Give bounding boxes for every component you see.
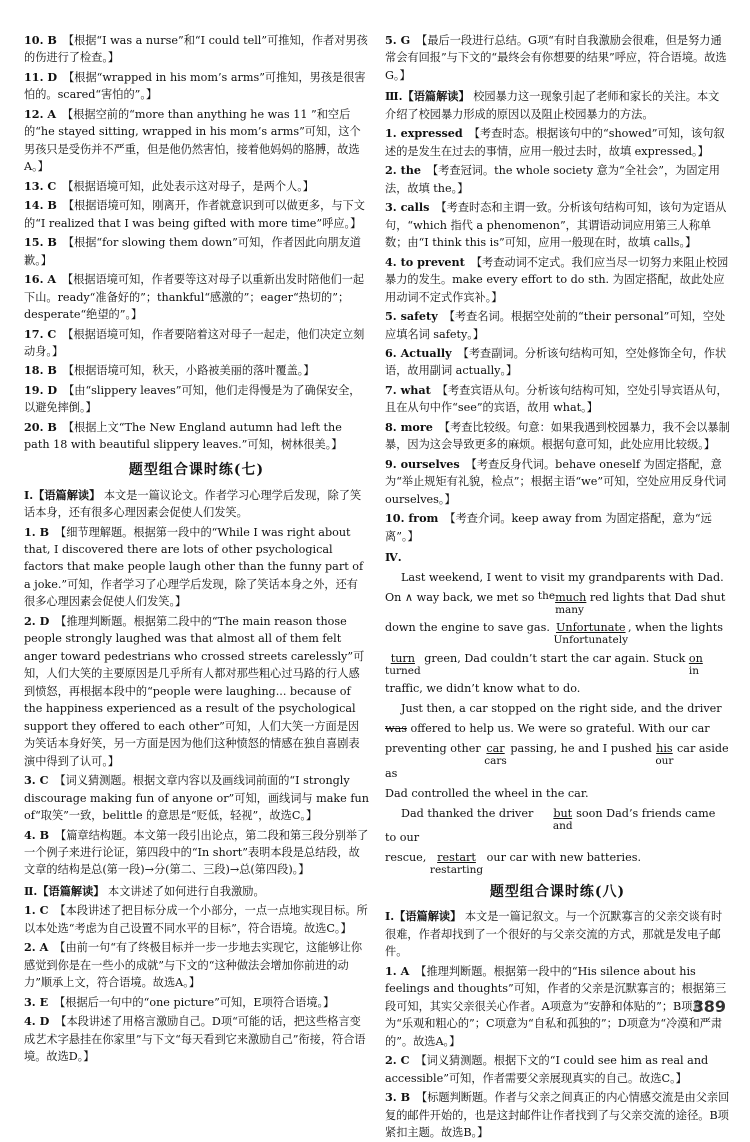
entry [24,382,369,417]
insert-mark [538,591,555,602]
entry [24,32,369,67]
answer-key: 10. B [24,33,57,47]
entry [24,1013,369,1065]
line-text: soon Dad’s friends came to our [385,806,716,845]
line-text: down the engine to save gas. [385,621,554,635]
entry [24,772,369,824]
corrected-word [537,807,573,832]
entry [385,1089,730,1141]
answer-key: 13. C [24,178,57,193]
answer-key: 18. B [24,363,57,378]
corrected-word [555,591,586,616]
entry [385,510,730,545]
correction-line [385,722,730,736]
entry [385,162,730,197]
entry [385,32,730,84]
correction-line [385,591,730,616]
corrected-word [484,742,507,767]
explanation: 【由前一句“有了终极目标并一步一步地去实现它，这能够让你感觉到你是在一些小的成就”与下文的“这种做法会增加你前进的动力”顺承上文，符合语境。故选A。】 [24,941,363,990]
entry [385,345,730,380]
explanation: 【考查动词不定式。我们应当尽一切努力来阻止校园暴力的发生。make every effort to do sth. 为固定搭配，故此处应用动词不定式作宾补。】 [385,255,729,304]
entry [24,419,369,454]
answer-key: 9. ourselves [385,456,460,471]
explanation: 【考查冠词。the whole society 意为“全社会”，为固定用法，故填 the。】 [385,164,720,195]
part3-header [385,88,730,123]
entry [385,419,730,454]
answer-key: 1. expressed [385,126,463,141]
wrong-word: Unfortunate [555,621,626,635]
part3-label: Ⅲ.【语篇解读】 [385,89,470,104]
part4-label: Ⅳ. [385,550,402,565]
entry [24,69,369,104]
explanation: 【本段讲述了用格言激励自己。D项“可能的话，把这些格言变成艺术字悬挂在你家里”与下文“每天看到它来激励自己”衔接，符合语境。故选D。】 [24,1015,366,1064]
entry [24,326,369,361]
entry [24,902,369,937]
explanation: 【根据上文“The New England autumn had left the path 18 with beautiful slippery leaves.”可知，树林很美。】 [24,420,343,452]
line-text: On ∧ way back, we met so [385,590,538,604]
corrected-word [385,652,421,677]
left-top-entries [24,32,369,454]
line-text: rescue, [385,851,430,865]
answer-key: 2. C [385,1053,410,1068]
entry [385,125,730,160]
explanation: 【推理判断题。根据第二段中的“The main reason those people strongly laughed was that almost all of them felt anger toward pedestrians who crossed streets carelessly”可知，人们大笑的主要原因是几乎所有人都对那些粗心过马路的行人感到愤怒，再根据本段中的“people were laughing... because of the happiness experienced as a result of the psychological support they offered to each other”可知，人们大笑一方面是因为笑话本身好笑，另一方面是因为他们这种愤怒的情感在独自喜剧表演中得到了认可。】 [24,614,365,768]
left-column [24,32,369,1064]
insert-word: the [537,589,556,602]
explanation: 【词义猜测题。根据下文的“I could see him as real and accessible”可知，作者需要父亲展现真实的自己。故选C。】 [385,1054,709,1085]
explanation: 【根据语境可知，刚离开，作者就意识到可以做更多，与下文的“I realized that I was being gifted with more time”呼应。】 [24,199,365,230]
correction-line [385,742,730,781]
explanation: 【词义猜测题。根据文章内容以及画线词前面的“I strongly discourage making fun of anyone or”可知，画线词与 make fun of“取笑”一致，belittle 的意思是“贬低，轻视”，故选C。】 [24,774,369,823]
answer-key: 1. C [24,903,49,918]
line-text: Dad controlled the wheel in the car. [385,786,589,800]
page-number: 389 [692,997,726,1016]
s7-part1-label: Ⅰ.【语篇解读】 [24,487,101,502]
s8-part1-header [385,908,730,960]
fix-word: restarting [429,864,484,877]
answer-key: 6. Actually [385,345,452,360]
s7-part2-header [24,883,369,900]
part4-header [385,549,730,566]
correction-line [385,652,730,677]
wrong-word: car [486,742,505,756]
s7-entries-2 [24,902,369,1065]
explanation: 【考查副词。分析该句结构可知，空处修饰全句，作状语，故用副词 actually。】 [385,346,727,378]
entry [385,963,730,1050]
corrected-word [689,652,703,677]
s8-part1-text: 本文是一篇记叙文。与一个沉默寡言的父亲交谈有时很难，作者却找到了一个很好的与父亲交流的方式，那就是发电子邮件。 [385,910,723,959]
answer-key: 17. C [24,326,57,341]
s8-entries [385,963,730,1142]
line-text: , when the lights [628,621,723,635]
corrected-word [553,621,628,646]
right-column [385,32,730,1140]
entry [24,524,369,611]
answer-key: 20. B [24,419,57,434]
answer-key: 10. from [385,511,439,526]
section-7-title: 题型组合课时练(七) [128,461,265,478]
answer-key: 5. safety [385,309,438,324]
wrong-word: turn [390,651,415,665]
fix-word: Unfortunately [553,634,629,647]
fix-word: many [555,603,584,616]
explanation: 【考查名词。根据空处前的“their personal”可知，空处应填名词 safety。】 [385,310,726,341]
line-text: Just then, a car stopped on the right side, and the driver [401,702,722,716]
explanation: 【根据空前的“more than anything he was 11 ”和空后的“he stayed sitting, wrapped in his mom’s arms”可知，这个男孩只是受伤并不严重，但是他仍然害怕，接着他妈妈的胳膊，故选A。】 [24,107,361,174]
answer-key: 3. B [385,1090,411,1105]
s8-part1-label: Ⅰ.【语篇解读】 [385,909,462,924]
fix-word: in [688,664,699,677]
answer-key: 12. A [24,106,57,121]
entry [24,178,369,195]
correction-line [385,621,730,646]
answer-key: 1. B [24,524,50,539]
s7-part2-label: Ⅱ.【语篇解读】 [24,883,105,898]
answer-key: 3. C [24,773,49,788]
explanation: 【标题判断题。作者与父亲之间真正的内心情感交流是由父亲回复的邮件开始的，也是这封邮件让作者找到了与父亲交流的途径。B项紧扣主题。故选B。】 [385,1091,730,1140]
answer-key: 5. G [385,33,411,47]
s7-entries [24,524,369,879]
entry [385,254,730,306]
line-text: traffic, we didn’t know what to do. [385,682,581,696]
explanation: 【考查反身代词。behave oneself 为固定搭配，意为“举止规矩有礼貌，检点”；根据主语“we”可知，空处应用反身代词 ourselves。】 [385,457,727,506]
explanation: 【根据“for slowing them down”可知，作者因此向朋友道歉。】 [24,236,361,267]
explanation: 【考查时态和主谓一致。分析该句结构可知，该句为定语从句，“which 指代 a phenomenon”，其谓语动词应用第三人称单数；由“I think this is”可知，应用一般现在时，故填 calls。】 [385,201,727,250]
correction-line [385,702,730,716]
s7-part2-text: 本文讲述了如何进行自我激励。 [108,884,265,898]
wrong-word: restart [437,851,476,865]
part3-text: 校园暴力这一现象引起了老师和家长的关注。本文介绍了校园暴力形成的原因以及阻止校园暴力的方法。 [385,90,720,121]
s7-part1-text: 本文是一篇议论文。作者学习心理学后发现，除了笑话本身，还有很多心理因素会促使人们发笑。 [24,488,362,520]
explanation: 【最后一段进行总结。G项“有时自我激励会很难，但是努力通常会有回报”与下文的“最终会有你想要的结果”呼应，符合语境。故选G。】 [385,34,727,82]
correction-line [385,851,730,876]
entry [385,1052,730,1087]
corrected-word [655,742,673,767]
entry [24,106,369,176]
fix-word: and [552,819,573,832]
corrected-word [430,851,483,876]
explanation: 【考查介词。keep away from 为固定搭配，意为“远离”。】 [385,512,712,543]
answer-key: 7. what [385,382,431,397]
answer-key: 2. A [24,940,49,955]
line-text: offered to help us. We were so grateful. With our car [407,722,710,736]
explanation: 【考查比较级。句意：如果我遇到校园暴力，我不会以暴制暴，因为这会导致更多的麻烦。根据句意可知，此处应用比较级。】 [385,420,730,452]
fill-entries [385,125,730,545]
answer-key: 8. more [385,419,433,434]
wrong-word: but [553,806,573,820]
line-text: green, Dad couldn’t start the car again. Stuck [420,651,689,665]
explanation: 【推理判断题。根据第一段中的“His silence about his feelings and thoughts”可知，作者的父亲是沉默寡言的；根据第三段可知，其实父亲很关心作者。A项意为“安静和体贴的”；B项意为“乐观和粗心的”；C项意为“自私和孤独的”；D项意为“冷漠和严肃的”。故选A。】 [385,964,727,1048]
entry [385,308,730,343]
line-text: red lights that Dad shut [586,590,726,604]
explanation: 【根据语境可知，作者要陪着这对母子一起走，他们决定立刻动身。】 [24,327,365,358]
section-8-title: 题型组合课时练(八) [489,883,626,900]
explanation: 【根据语境可知，此处表示这对母子，是两个人。】 [62,179,314,193]
explanation: 【篇章结构题。本文第一段引出论点，第二段和第三段分别举了一个例子来进行论证，第四段中的“In short”表明本段是总结段，故文章的结构是总(第一段)→分(第二、三段)→总(第四段)。】 [24,828,369,877]
entry [24,827,369,879]
answer-key: 1. A [385,963,410,978]
answer-key: 2. the [385,163,421,178]
explanation: 【由“slippery leaves”可知，他们走得慢是为了确保安全，以避免摔倒。】 [24,383,361,415]
entry [24,613,369,770]
entry [385,382,730,417]
answer-key: 2. D [24,613,50,628]
fix-word: our [655,755,674,768]
explanation: 【根据后一句中的“one picture”可知，E项符合语境。】 [54,995,335,1009]
entry [24,271,369,323]
line-text: Last weekend, I went to visit my grandparents with Dad. [401,570,724,584]
entry [24,362,369,379]
correction-line [385,682,730,696]
answer-key: 4. B [24,827,50,842]
explanation: 【考查时态。根据该句中的“showed”可知，该句叙述的是发生在过去的事情，应用一般过去时，故填 expressed。】 [385,127,725,158]
entry [24,994,369,1011]
entry [24,197,369,232]
wrong-word: his [656,742,673,756]
entry [24,234,369,269]
answer-key: 16. A [24,272,57,287]
answer-key: 15. B [24,235,57,250]
s7-part1-header [24,487,369,522]
wrong-word: much [555,590,587,604]
fix-word: turned [385,664,421,677]
line-text: our car with new batteries. [483,851,642,865]
explanation: 【根据语境可知，秋天，小路被美丽的落叶覆盖。】 [62,364,315,378]
entry [24,939,369,991]
answer-key: 3. calls [385,200,430,215]
answer-key: 3. E [24,994,49,1009]
answer-key: 4. to prevent [385,254,465,269]
entry [385,456,730,508]
corrected-word [385,722,407,736]
entry [385,199,730,251]
correction-line [385,787,730,801]
wrong-word: on [688,651,703,665]
answer-key: 11. D [24,69,58,84]
explanation: 【根据“wrapped in his mom’s arms”可推知，男孩是很害怕的。scared“害怕的”。】 [24,70,366,102]
explanation: 【根据“I was a nurse”和“I could tell”可推知，作者对男孩的伤进行了检查。】 [24,34,368,65]
line-text: car aside as [385,742,729,780]
explanation: 【考查宾语从句。分析该句结构可知，空处引导宾语从句，且在从句中作“see”的宾语，故用 what。】 [385,383,728,415]
answer-key: 14. B [24,198,57,213]
line-text: Dad thanked the driver [401,806,537,820]
answer-key: 19. D [24,382,58,397]
line-text: preventing other [385,742,485,756]
answer-key: 4. D [24,1014,50,1029]
wrong-word: was [385,722,407,736]
line-text: passing, he and I pushed [506,742,656,756]
correction-passage [385,571,730,876]
correction-line [385,571,730,585]
fix-word: cars [484,755,507,768]
correction-line [385,807,730,846]
explanation: 【细节理解题。根据第一段中的“While I was right about that, I discovered there are lots of other psychological factors that make people laugh other than the funny part of a joke.”可知，作者学习了心理学后发现，除了笑话本身之外，还有很多心理因素会促使人们发笑。】 [24,525,364,609]
explanation: 【本段讲述了把目标分成一个小部分，一点一点地实现目标。所以本处选“考虑为自己设置不同水平的目标”，符合语境。故选C。】 [24,904,368,935]
explanation: 【根据语境可知，作者要等这对母子以重新出发时陪他们一起下山。ready“准备好的”；thankful“感激的”；eager“热切的”；desperate“绝望的”。】 [24,273,365,322]
